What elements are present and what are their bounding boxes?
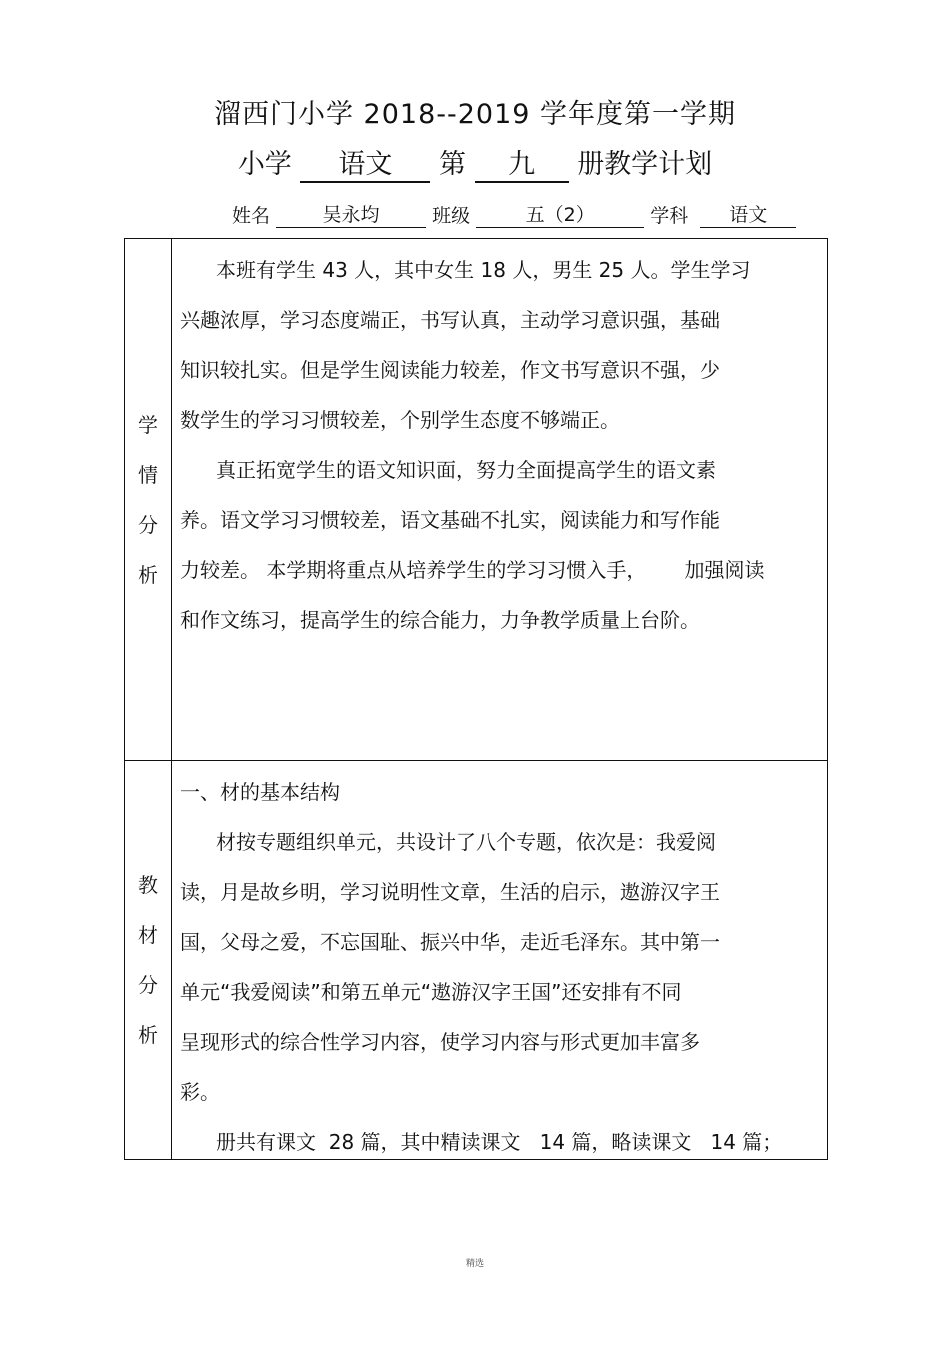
textbook-line: 读，月是故乡明，学习说明性文章，生活的启示，遨游汉字王 [180, 880, 720, 904]
plan-table [124, 238, 828, 1160]
class-value: 五（2） [476, 200, 644, 228]
textbook-line: 彩。 [180, 1080, 220, 1104]
analysis-line: 力较差。 本学期将重点从培养学生的学习习惯入手， 加强阅读 [180, 558, 765, 582]
textbook-line: 国，父母之爱，不忘国耻、振兴中华，走近毛泽东。其中第一 [180, 930, 720, 954]
subject-label: 学科 [650, 205, 689, 227]
textbook-line: 单元“我爱阅读”和第五单元“遨游汉字王国”还安排有不同 [180, 980, 682, 1004]
page-footer: 精选 [465, 1259, 484, 1269]
name-value: 吴永均 [276, 200, 426, 228]
textbook-line: 册共有课文 28 篇，其中精读课文 14 篇，略读课文 14 篇； [216, 1130, 783, 1154]
analysis-content [172, 239, 827, 760]
analysis-line: 兴趣浓厚，学习态度端正，书写认真，主动学习意识强，基础 [180, 308, 720, 332]
plan-title-school-year: 溜西门小学 2018--2019 学年度第一学期 [213, 99, 737, 130]
textbook-line: 材按专题组织单元，共设计了八个专题，依次是：我爱阅 [216, 830, 716, 854]
class-label: 班级 [432, 205, 471, 227]
analysis-row [125, 239, 827, 761]
analysis-line: 数学生的学习习惯较差，个别学生态度不够端正。 [180, 408, 620, 432]
teacher-info-line [232, 200, 796, 228]
name-label: 姓名 [232, 205, 271, 227]
textbook-content [172, 761, 827, 1159]
textbook-row [125, 761, 827, 1159]
textbook-line: 呈现形式的综合性学习内容，使学习内容与形式更加丰富多 [180, 1030, 700, 1054]
title-subject: 语文 [300, 142, 430, 183]
analysis-line: 知识较扎实。但是学生阅读能力较差，作文书写意识不强，少 [180, 358, 720, 382]
analysis-line: 本班有学生 43 人，其中女生 18 人，男生 25 人。学生学习 [216, 258, 751, 282]
title-volume: 九 [475, 142, 569, 183]
textbook-line: 一、材的基本结构 [180, 780, 340, 804]
textbook-label: 教 材 分 析 [125, 761, 172, 1159]
analysis-label: 学 情 分 析 [125, 239, 172, 760]
analysis-line: 和作文练习，提高学生的综合能力，力争教学质量上台阶。 [180, 608, 700, 632]
title-prefix: 小学 [237, 149, 292, 180]
subject-value: 语文 [700, 200, 796, 228]
title-di: 第 [439, 149, 466, 180]
plan-title-line [0, 142, 950, 183]
analysis-line: 真正拓宽学生的语文知识面，努力全面提高学生的语文素 [216, 458, 716, 482]
analysis-line: 养。语文学习习惯较差，语文基础不扎实，阅读能力和写作能 [180, 508, 720, 532]
title-suffix: 册教学计划 [577, 149, 713, 180]
